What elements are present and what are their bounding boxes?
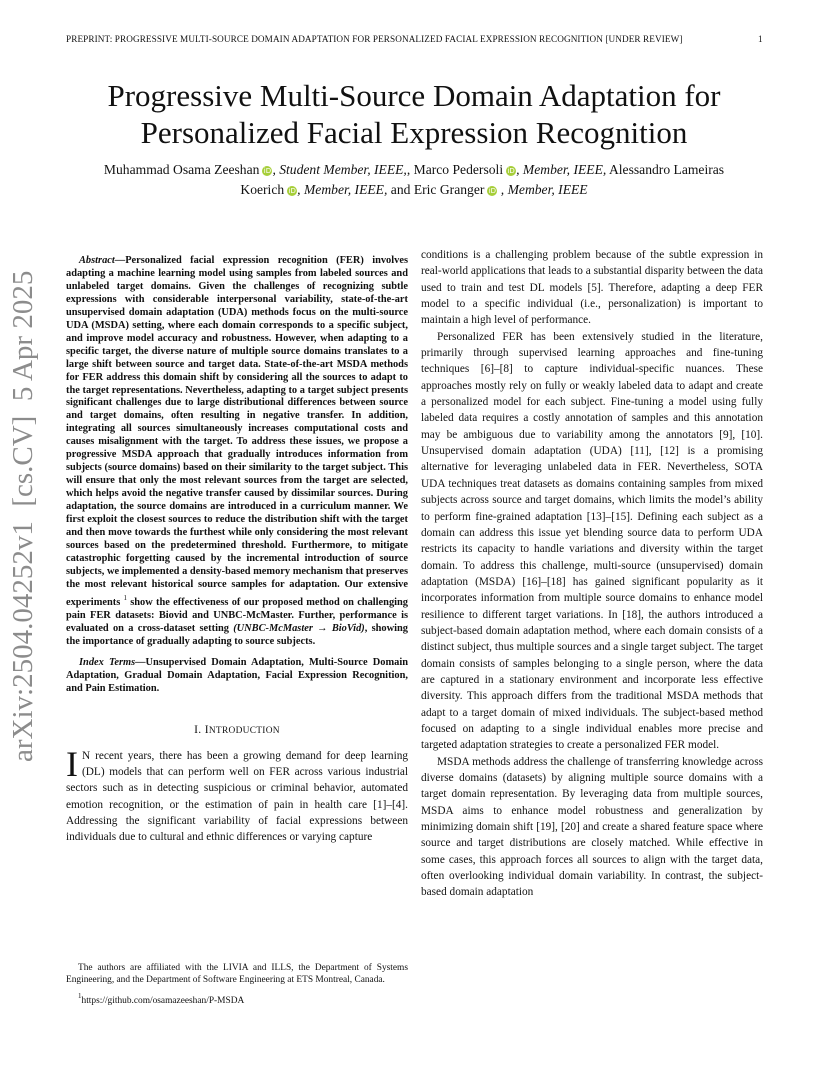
title-line-2: Personalized Facial Expression Recognition	[140, 114, 688, 150]
section-numeral: I.	[194, 723, 205, 737]
drop-cap: I	[66, 743, 78, 784]
abstract-text: —Personalized facial expression recognition (FER) involves adapting a machine learning model using samples from labeled sources and unlabeled target domains. Given the challenges of recognizing subtle expressions with considerable interpersonal variability, state-of-the-art unsupervised domain adaptation (UDA) methods focus on the multi-source UDA (MSDA) setting, where each domain corresponds to a specific subject, and improve model accuracy and robustness. However, when adapting to a specific target, the diverse nature of multiple source domains translates to a large shift between source and target data. State-of-the-art MSDA methods for FER address this domain shift by considering all the sources to adapt to the target representations. Nevertheless, adapting to a target subject presents significant challenges due to large distributional differences between source and target domains, often resulting in negative transfer. In addition, integrating all sources simultaneously increases computational costs and causes misalignment with the target. To address these issues, we propose a progressive MSDA approach that gradually introduces information from subjects (source domains) based on their similarity to the target subject. This will ensure that only the most relevant sources from the target are selected, which helps avoid the negative transfer caused by dissimilar sources. During adaptation, the source domains are introduced in a curriculum manner. We first exploit the closest sources to reduce the distribution shift with the target and then move towards the furthest while only considering the most relevant sources based on the predetermined threshold. Furthermore, to mitigate catastrophic forgetting caused by the incremental introduction of source subjects, we implemented a density-based memory mechanism that preserves the most relevant historical source samples for adaptation. Our extensive experiments	[66, 255, 408, 608]
abstract-setting: (UNBC-McMaster → BioVid)	[233, 622, 365, 634]
author-name: , Marco Pedersoli	[406, 162, 504, 177]
footnote-1-mark: 1	[78, 992, 82, 1000]
arxiv-identifier-stamp[interactable]: arXiv:2504.04252v1 [cs.CV] 5 Apr 2025	[7, 270, 39, 762]
footnotes	[66, 962, 408, 1007]
left-column	[66, 255, 408, 846]
section-title-initial: I	[204, 723, 209, 737]
author-affiliation-role: , Member, IEEE,	[297, 182, 388, 197]
orcid-icon[interactable]: iD	[488, 187, 497, 195]
footnote-affiliation: The authors are affiliated with the LIVIA and ILLS, the Department of Systems Engineering, and the Department of Software Engineering at ETS Montreal, Canada.	[66, 963, 408, 985]
body-paragraph: Personalized FER has been extensively studied in the literature, primarily through supervised learning approaches and fine-tuning techniques [6]–[8] to capture individual-specific nuances. These approaches mostly rely on fully or weakly labeled data to adapt and create a personalized model for each subject. Fine-tuning a model using fully labeled data requires a costly annotation of samples and this annotation may be ambiguous due to variability among the annotators [9], [10]. Unsupervised domain adaptation (UDA) [11], [12] is a promising alternative for leveraging unlabeled data in FER. Nevertheless, SOTA UDA techniques treat datasets as domains containing samples from mixed subjects across source and target domains, which limits the model’s ability to perform fine-grained adaptation [13]–[15]. Defining each subject as a domain can address this issue yet blending source data to perform UDA restricts its capacity to handle variations and diversity within the target domain. To address this challenge, multi-source (unsupervised) domain adaptation (MSDA) [16]–[18] has gained significant popularity as it incorporates information from multiple source domains to enhance model resilience to different target variations. In [18], the authors introduced a subject-based domain adaptation method, where each domain consists of a distinct subject, thus multiple sources and a single target subject. The target domain consists of samples belonging to a single person, where the data are captured in a stationary environment and incorporate less effective diversity. This approach differs from the traditional MSDA methods that adapt to a target domain of mixed individuals. The subject-based method focused on adapting to a single individual enables more precise and targeted adaptation strategies to create a personalized FER model.	[421, 330, 763, 752]
abstract-text-end: , showing the importance of gradually adapting to source subjects.	[66, 622, 408, 647]
orcid-icon[interactable]: iD	[263, 167, 272, 175]
running-head-text: PREPRINT: PROGRESSIVE MULTI-SOURCE DOMAIN ADAPTATION FOR PERSONALIZED FACIAL EXPRESSION RECOGNITION [UNDER REVIEW]	[66, 34, 683, 44]
author-list	[58, 160, 770, 200]
author-name: Koerich	[240, 182, 285, 197]
page-number: 1	[758, 34, 763, 44]
paper-title	[0, 78, 828, 151]
abstract	[66, 255, 408, 649]
intro-paragraph	[66, 743, 408, 846]
title-line-1: Progressive Multi-Source Domain Adaptation for	[107, 78, 721, 113]
author-affiliation-role: , Student Member, IEEE,	[272, 162, 407, 177]
author-name: and Eric Granger	[387, 182, 485, 197]
footnote-mark[interactable]: 1	[123, 593, 127, 602]
index-terms	[66, 657, 408, 696]
orcid-icon[interactable]: iD	[507, 167, 515, 175]
abstract-label: Abstract	[79, 255, 115, 266]
orcid-icon[interactable]: iD	[288, 187, 296, 195]
author-affiliation-role: , Member, IEEE	[497, 182, 588, 197]
author-name: Muhammad Osama Zeeshan	[103, 162, 260, 177]
index-terms-text: —Unsupervised Domain Adaptation, Multi-Source Domain Adaptation, Gradual Domain Adaptation, Facial Expression Recognition, and Pain Estimation.	[66, 656, 408, 694]
section-title-rest: NTRODUCTION	[208, 726, 280, 737]
footnote-1-link[interactable]: https://github.com/osamazeeshan/P-MSDA	[81, 996, 245, 1006]
section-heading	[66, 722, 408, 739]
body-paragraph: conditions is a challenging problem because of the subtle expression in real-world applications that leads to a substantial disparity between the data used to train and test DL models [5]. Therefore, adapting a deep FER model to a specific individual (i.e., personalization) is important to maintain a high level of performance.	[421, 249, 763, 327]
author-affiliation-role: , Member, IEEE,	[516, 162, 607, 177]
footnote-1	[66, 990, 408, 1007]
intro-text: N recent years, there has been a growing demand for deep learning (DL) models that can perform well on FER across various industrial sectors such as in detecting suspicious or criminal behavior, automated emotion recognition, or the estimation of pain in health care [1]–[4]. Addressing the significant variability of facial expressions between individuals due to cultural and ethnic differences or varying capture	[66, 749, 408, 844]
author-name: Alessandro Lameiras	[606, 162, 725, 177]
index-terms-label: Index Terms	[79, 656, 136, 668]
right-column	[421, 247, 763, 901]
body-paragraph: MSDA methods address the challenge of transferring knowledge across diverse domains (datasets) by aligning multiple source domains with a target domain representation. By leveraging data from multiple sources, MSDA aims to enhance model robustness and generalization by minimizing domain shift [19], [20] and create a shared feature space where source and target distributions are closely matched. While effective in some cases, this approach forces all sources to align with the target data, often overlooking individual domain variability. In contrast, the subject-based domain adaptation	[421, 755, 763, 899]
abstract-text-cont: show the effectiveness of our proposed method on challenging pain FER datasets: Biovid and UNBC-McMaster. Further, performance is evaluated on a cross-dataset setting	[66, 596, 408, 634]
